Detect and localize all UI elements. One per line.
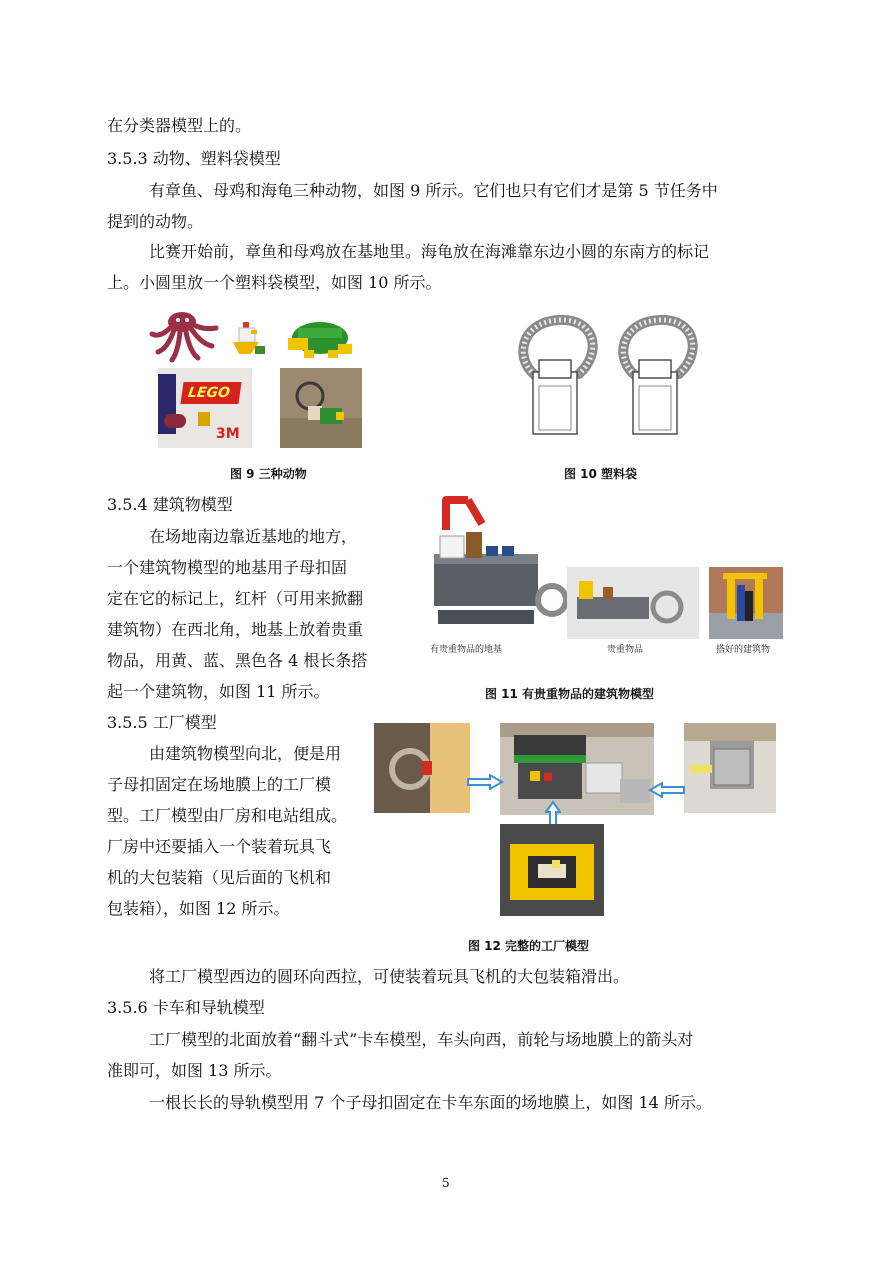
paragraph-line: 在场地南边靠近基地的地方， [149, 527, 358, 546]
package-box-image [500, 824, 604, 916]
paragraph-line: 子母扣固定在场地膜上的工厂模 [107, 775, 332, 794]
paragraph-line: 一根长长的导轨模型用 7 个子母扣固定在卡车东面的场地膜上，如图 14 所示。 [149, 1093, 712, 1112]
figure-10-caption: 图 10 塑料袋 [564, 467, 638, 481]
paragraph-line: 将工厂模型西边的圆环向西拉，可使装着玩具飞机的大包装箱滑出。 [149, 967, 630, 986]
arrow-left-icon [646, 782, 686, 798]
page-number: 5 [442, 1176, 450, 1190]
paragraph-line: 型。工厂模型由厂房和电站组成。 [107, 806, 348, 825]
paragraph-line: 由建筑物模型向北，便是用 [149, 744, 342, 763]
paragraph-line: 机的大包装箱（见后面的飞机和 [107, 868, 332, 887]
paragraph-line: 厂房中还要插入一个装着玩具飞 [107, 837, 332, 856]
factory-image [500, 723, 654, 815]
built-building-image [709, 567, 783, 639]
turtle-image [284, 314, 356, 362]
lego-logo: LEGO [180, 382, 241, 404]
paragraph-line: 一个建筑物模型的地基用子母扣固 [107, 558, 348, 577]
threem-logo: 3M [216, 426, 240, 442]
paragraph-line: 起一个建筑物，如图 11 所示。 [107, 682, 330, 701]
building-base-image [418, 490, 568, 640]
figure-11-label: 搭好的建筑物 [716, 645, 771, 655]
octopus-image [146, 308, 222, 364]
section-heading-3-5-6: 3.5.6 卡车和导轨模型 [107, 998, 265, 1017]
figure-9-caption: 图 9 三种动物 [230, 467, 307, 481]
arrow-right-icon [466, 774, 506, 790]
hen-image [229, 318, 267, 358]
paragraph-line: 物品，用黄、蓝、黑色各 4 根长条搭 [107, 651, 368, 670]
paragraph-line: 准即可，如图 13 所示。 [107, 1061, 282, 1080]
power-station-image [684, 723, 776, 813]
ring-pull-image [374, 723, 470, 813]
section-heading-3-5-3: 3.5.3 动物、塑料袋模型 [107, 149, 281, 168]
figure-11-label: 有贵重物品的地基 [430, 645, 503, 655]
beach-photo [280, 368, 362, 448]
paragraph-line: 工厂模型的北面放着“翻斗式”卡车模型，车头向西，前轮与场地膜上的箭头对 [149, 1030, 694, 1049]
figure-12-caption: 图 12 完整的工厂模型 [468, 939, 590, 953]
paragraph-line: 上。小圆里放一个塑料袋模型，如图 10 所示。 [107, 273, 442, 292]
base-photo [158, 368, 252, 448]
plastic-bag-drawing [509, 312, 709, 440]
section-heading-3-5-4: 3.5.4 建筑物模型 [107, 495, 233, 514]
paragraph-line: 比赛开始前，章鱼和母鸡放在基地里。海龟放在海滩靠东边小圆的东南方的标记 [149, 242, 710, 261]
paragraph-line: 有章鱼、母鸡和海龟三种动物，如图 9 所示。它们也只有它们才是第 5 节任务中 [149, 181, 718, 200]
paragraph-line: 建筑物）在西北角，地基上放着贵重 [107, 620, 364, 639]
paragraph-line: 提到的动物。 [107, 212, 204, 231]
figure-11-label: 贵重物品 [607, 645, 644, 655]
figure-11-caption: 图 11 有贵重物品的建筑物模型 [485, 687, 655, 701]
paragraph-line: 定在它的标记上，红杆（可用来掀翻 [107, 589, 364, 608]
paragraph-line: 在分类器模型上的。 [107, 116, 252, 135]
paragraph-line: 包装箱），如图 12 所示。 [107, 899, 290, 918]
valuables-image [567, 567, 699, 639]
section-heading-3-5-5: 3.5.5 工厂模型 [107, 713, 217, 732]
